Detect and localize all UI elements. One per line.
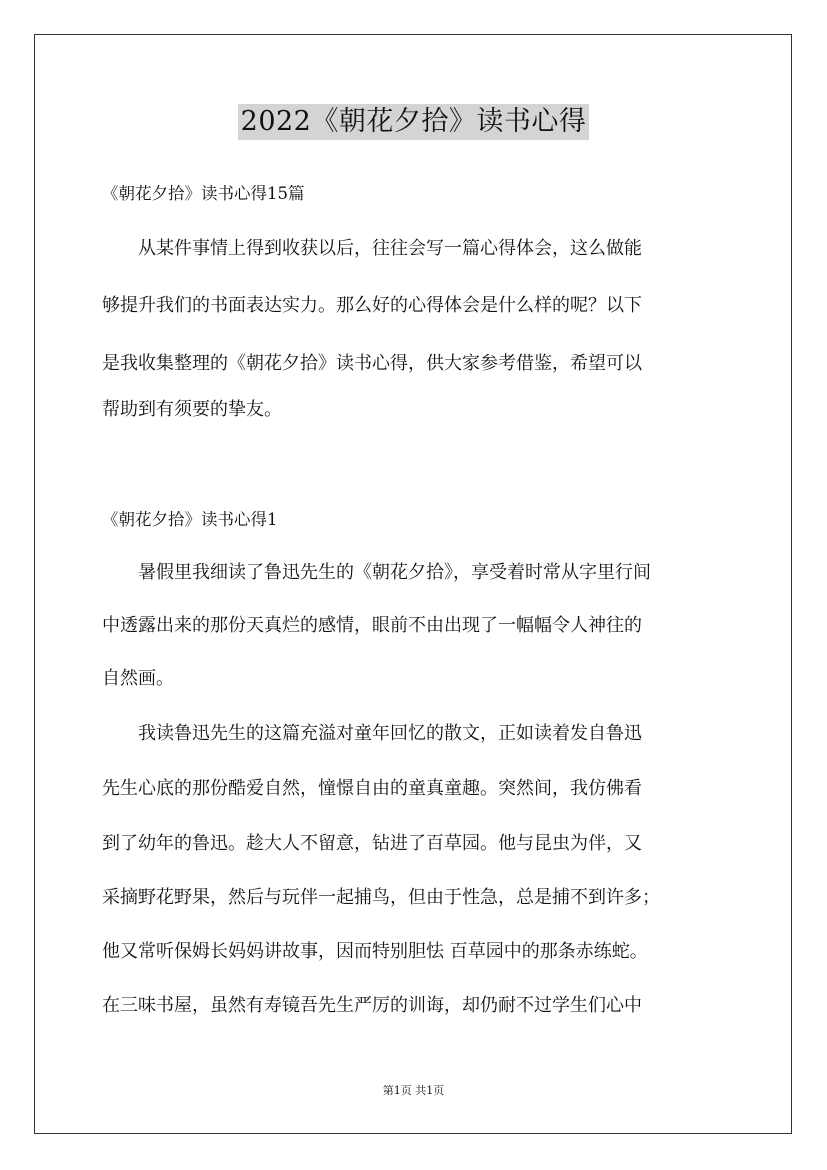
text-line: 暑假里我细读了鲁迅先生的《朝花夕拾》，享受着时常从字里行间 xyxy=(102,562,651,583)
title-container xyxy=(0,104,827,140)
text-line: 他又常听保姆长妈妈讲故事，因而特别胆怯 百草园中的那条赤练蛇。 xyxy=(102,941,648,962)
text-line: 在三味书屋，虽然有寿镜吾先生严厉的训诲，却仍耐不过学生们心中 xyxy=(102,995,642,1016)
text-line: 到了幼年的鲁迅。趁大人不留意，钻进了百草园。他与昆虫为伴，又 xyxy=(102,833,642,854)
text-line: 从某件事情上得到收获以后，往往会写一篇心得体会，这么做能 xyxy=(102,238,642,259)
section-heading: 《朝花夕拾》读书心得1 xyxy=(102,510,278,529)
document-subtitle: 《朝花夕拾》读书心得15篇 xyxy=(102,184,305,203)
text-line: 采摘野花野果，然后与玩伴一起捕鸟，但由于性急，总是捕不到许多； xyxy=(102,887,660,908)
page-footer: 第1页 共1页 xyxy=(382,1084,445,1097)
text-line: 先生心底的那份酷爱自然，憧憬自由的童真童趣。突然间，我仿佛看 xyxy=(102,778,642,799)
text-line: 帮助到有须要的挚友。 xyxy=(102,399,282,420)
text-line: 我读鲁迅先生的这篇充溢对童年回忆的散文，正如读着发自鲁迅 xyxy=(102,723,642,744)
text-line: 是我收集整理的《朝花夕拾》读书心得，供大家参考借鉴，希望可以 xyxy=(102,353,642,374)
text-line: 够提升我们的书面表达实力。那么好的心得体会是什么样的呢？以下 xyxy=(102,295,642,316)
document-title: 2022《朝花夕拾》读书心得 xyxy=(238,104,590,140)
text-line: 自然画。 xyxy=(102,668,174,689)
text-line: 中透露出来的那份天真烂的感情，眼前不由出现了一幅幅令人神往的 xyxy=(102,615,642,636)
